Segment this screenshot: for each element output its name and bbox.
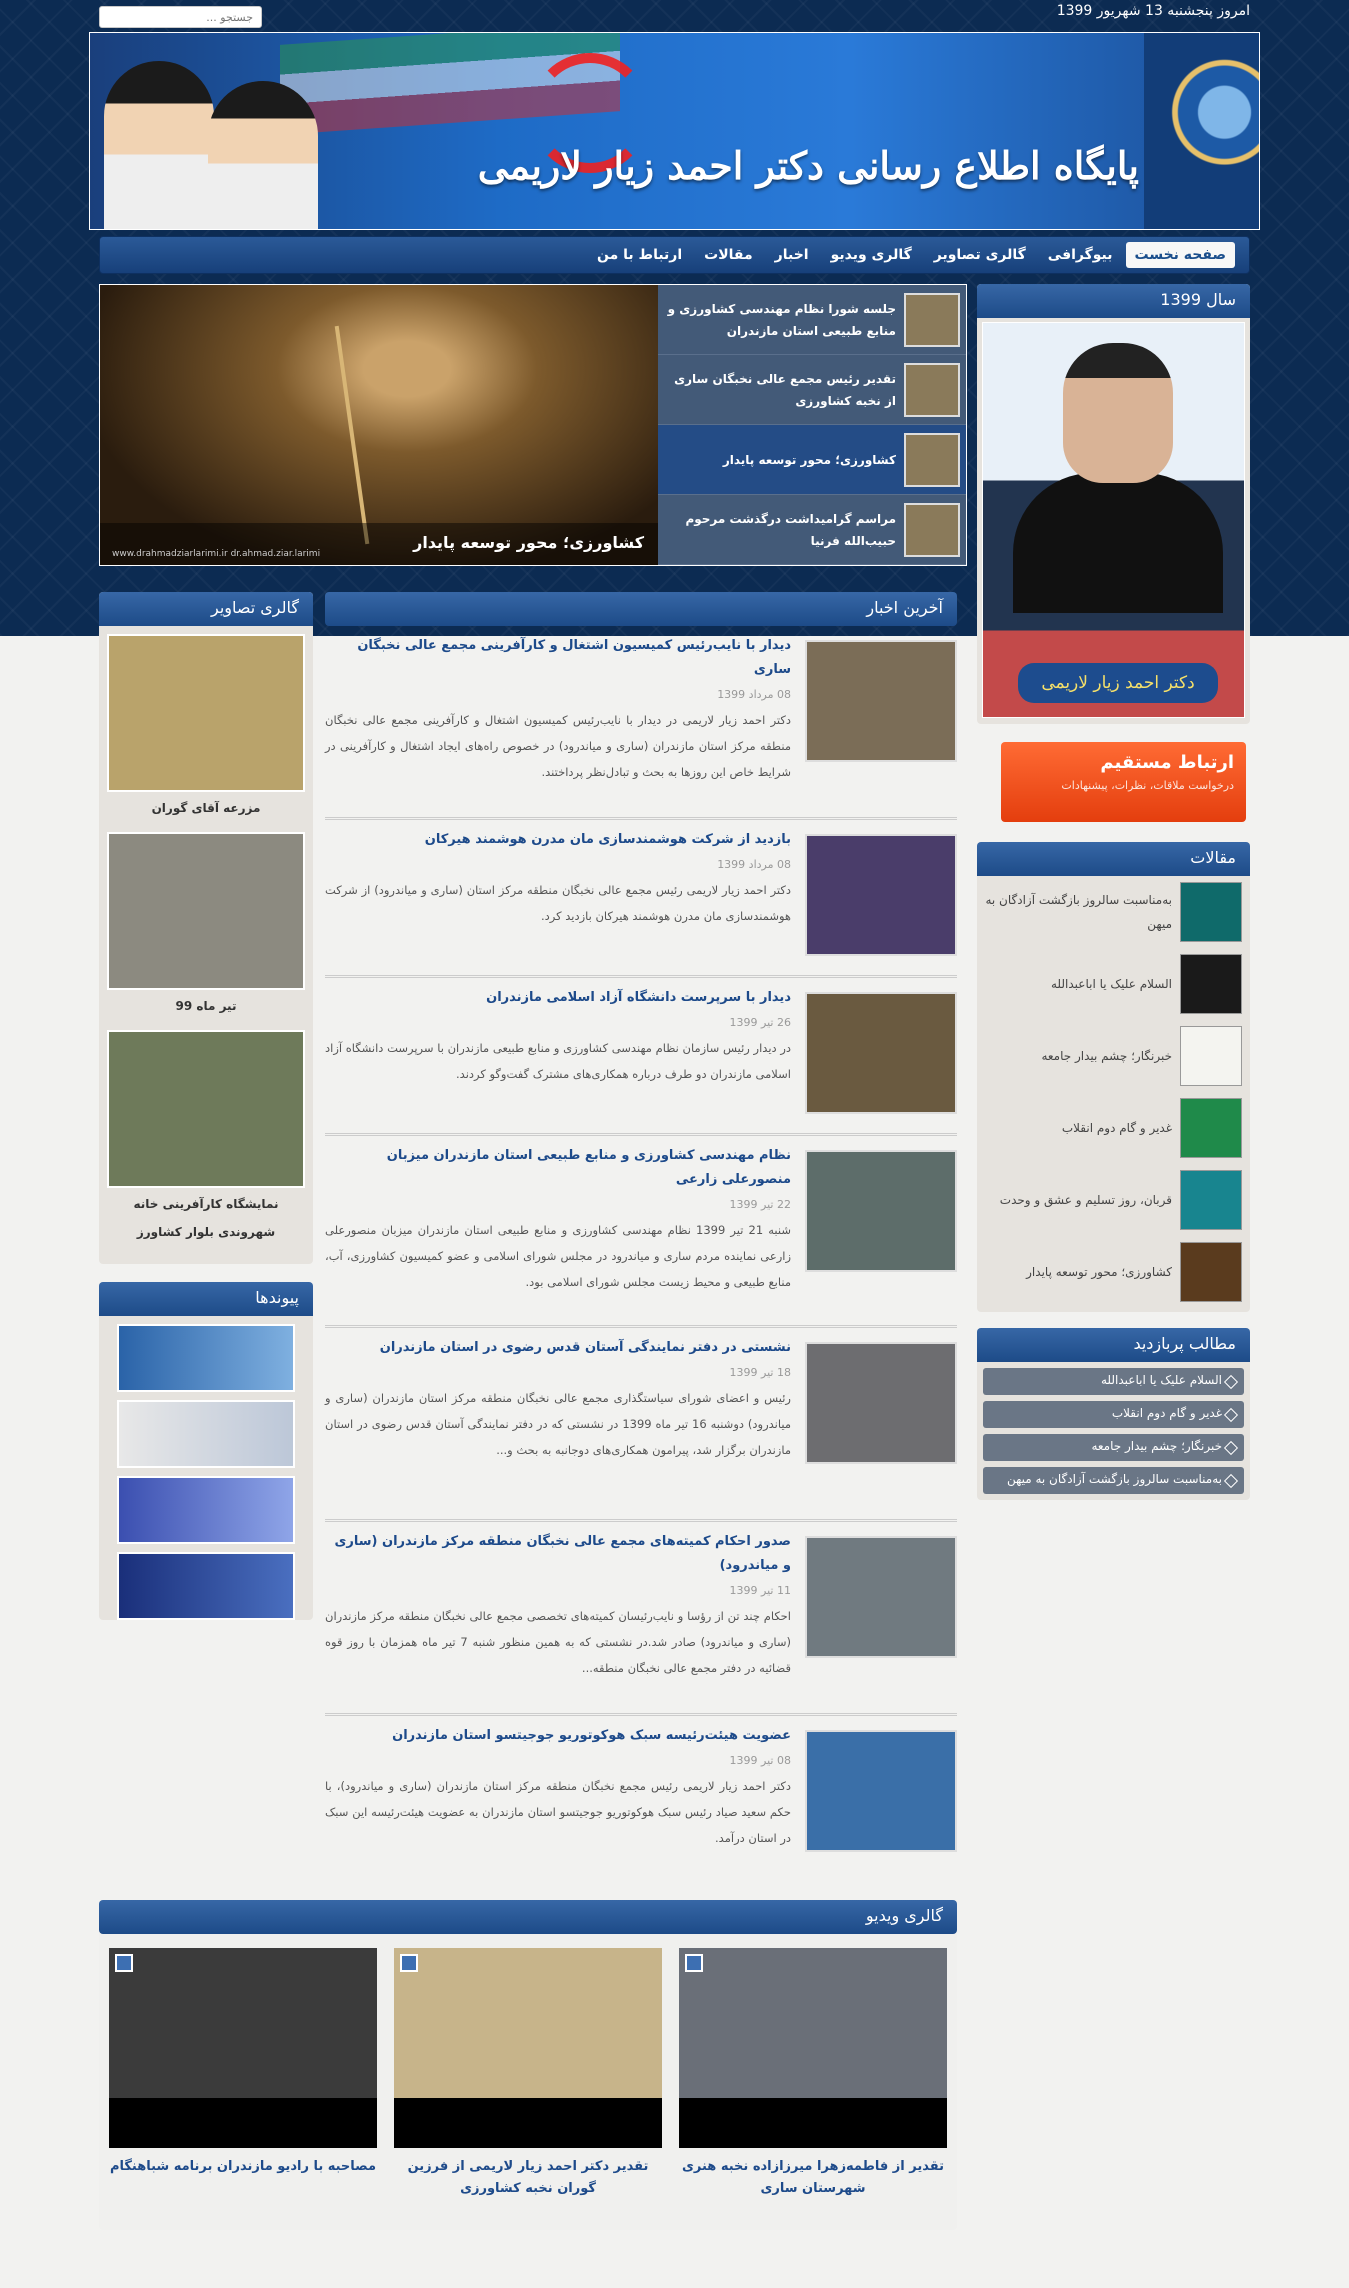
news-item bbox=[325, 1144, 957, 1328]
links-title: پیوندها bbox=[99, 1282, 313, 1316]
nav-photo-gallery[interactable]: گالری تصاویر bbox=[933, 247, 1026, 263]
gallery-item[interactable] bbox=[107, 634, 305, 824]
news-title[interactable]: نشستی در دفتر نمایندگی آستان قدس رضوی در استان مازندران bbox=[379, 1340, 791, 1355]
news-date: 22 تیر 1399 bbox=[729, 1198, 791, 1211]
news-date: 18 تیر 1399 bbox=[729, 1366, 791, 1379]
news-summary: دکتر احمد زیار لاریمی رئیس مجمع نخبگان منطقه مرکز استان مازندران (ساری و میاندرود)، با حکم سعید صیاد رئیس سبک هوکوتوریو جوجیتسو استان مازندران به عضویت هیئت‌رئیسه این سبک در استان درآمد. bbox=[325, 1779, 791, 1845]
search-input[interactable] bbox=[99, 6, 262, 28]
link-banner-province[interactable] bbox=[117, 1476, 295, 1544]
video-item[interactable] bbox=[109, 1948, 377, 2200]
news-summary: دکتر احمد زیار لاریمی در دیدار با نایب‌رئیس کمیسیون اشتغال و کارآفرینی مجمع عالی نخبگان منطقه مرکز استان مازندران (ساری و میاندرود) در خصوص راه‌های ایجاد اشتغال و کارآفرینی در شرایط خاص این روزها به بحث و تبادل‌نظر پرداختند. bbox=[325, 713, 791, 779]
popular-box bbox=[977, 1328, 1250, 1500]
slide-item[interactable] bbox=[658, 495, 966, 565]
direct-contact-subtitle: درخواست ملاقات، نظرات، پیشنهادات bbox=[1061, 779, 1234, 792]
news-item bbox=[325, 1530, 957, 1716]
news-thumb[interactable] bbox=[805, 1536, 957, 1658]
article-item[interactable] bbox=[977, 1164, 1250, 1236]
link-banner-leader-office[interactable] bbox=[117, 1324, 295, 1392]
latest-news-title: آخرین اخبار bbox=[325, 592, 957, 626]
tile-ornament bbox=[1144, 33, 1259, 230]
profile-body bbox=[1013, 473, 1223, 613]
direct-contact-button[interactable] bbox=[1001, 742, 1246, 822]
latest-news bbox=[325, 592, 957, 1882]
nav-articles[interactable]: مقالات bbox=[704, 247, 753, 263]
news-item bbox=[325, 828, 957, 978]
direct-contact-title: ارتباط مستقیم bbox=[1100, 752, 1234, 773]
article-thumb bbox=[1180, 1026, 1242, 1086]
gallery-item[interactable] bbox=[107, 832, 305, 1022]
article-thumb bbox=[1180, 1242, 1242, 1302]
slide-image[interactable] bbox=[100, 285, 658, 565]
slide-item[interactable] bbox=[658, 285, 966, 355]
article-thumb bbox=[1180, 882, 1242, 942]
gallery-item[interactable] bbox=[107, 1030, 305, 1248]
news-title[interactable]: عضویت هیئت‌رئیسه سبک هوکوتوریو جوجیتسو استان مازندران bbox=[392, 1728, 791, 1743]
photo-gallery-box bbox=[99, 592, 313, 1264]
video-title: مصاحبه با رادیو مازندران برنامه شباهنگام bbox=[109, 2159, 377, 2174]
news-thumb[interactable] bbox=[805, 1150, 957, 1272]
video-gallery bbox=[99, 1900, 957, 2230]
news-title[interactable]: دیدار با نایب‌رئیس کمیسیون اشتغال و کارآفرینی مجمع عالی نخبگان ساری bbox=[357, 638, 791, 677]
news-title[interactable]: صدور احکام کمیته‌های مجمع عالی نخبگان منطقه مرکز مازندران (ساری و میاندرود) bbox=[334, 1534, 791, 1573]
profile-image[interactable] bbox=[982, 322, 1245, 718]
nav-contact[interactable]: ارتباط با من bbox=[597, 247, 683, 263]
profile-name: دکتر احمد زیار لاریمی bbox=[1018, 663, 1218, 703]
news-item bbox=[325, 1724, 957, 1910]
articles-box bbox=[977, 842, 1250, 1312]
article-item[interactable] bbox=[977, 876, 1250, 948]
wheat-graphic bbox=[335, 326, 370, 544]
video-title: تقدیر از فاطمه‌زهرا میرزازاده نخبه هنری شهرستان ساری bbox=[682, 2159, 944, 2196]
news-item bbox=[325, 986, 957, 1136]
news-date: 11 تیر 1399 bbox=[729, 1584, 791, 1597]
video-thumb bbox=[679, 1948, 947, 2148]
news-item bbox=[325, 1336, 957, 1522]
year-box bbox=[977, 284, 1250, 724]
gallery-caption: مزرعه آقای گوران bbox=[151, 801, 261, 815]
video-item[interactable] bbox=[679, 1948, 947, 2200]
news-item bbox=[325, 634, 957, 820]
photo-gallery-title: گالری تصاویر bbox=[99, 592, 313, 626]
article-item[interactable] bbox=[977, 948, 1250, 1020]
popular-item[interactable]: غدیر و گام دوم انقلاب bbox=[983, 1401, 1244, 1428]
article-thumb bbox=[1180, 1098, 1242, 1158]
page-wrapper bbox=[89, 0, 1260, 2288]
video-thumb bbox=[394, 1948, 662, 2148]
slide-watermark: www.drahmadziarlarimi.ir dr.ahmad.ziar.larimi bbox=[112, 549, 321, 559]
video-row bbox=[99, 1934, 957, 2200]
popular-item[interactable]: السلام علیک یا اباعبدالله bbox=[983, 1368, 1244, 1395]
popular-item[interactable]: به‌مناسبت سالروز بازگشت آزادگان به میهن bbox=[983, 1467, 1244, 1494]
news-thumb[interactable] bbox=[805, 1342, 957, 1464]
news-summary: رئیس و اعضای شورای سیاستگذاری مجمع عالی نخبگان منطقه مرکز استان مازندران (ساری و میاندرود) دوشنبه 16 تیر ماه 1399 در نشستی که در دفتر نمایندگی آستان قدس رضوی در استان مازندران برگزار شد، پیرامون همکاری‌های دوجانبه به بحث و... bbox=[325, 1391, 791, 1457]
gallery-image bbox=[107, 832, 305, 990]
articles-title: مقالات bbox=[977, 842, 1250, 876]
link-banner-government[interactable] bbox=[117, 1552, 295, 1620]
video-icon bbox=[400, 1954, 418, 1972]
news-thumb[interactable] bbox=[805, 640, 957, 762]
slide-title: کشاورزی؛ محور توسعه پایدار bbox=[722, 452, 896, 467]
news-thumb[interactable] bbox=[805, 992, 957, 1114]
main-nav bbox=[99, 236, 1250, 274]
article-thumb bbox=[1180, 954, 1242, 1014]
slide-title: تقدیر رئیس مجمع عالی نخبگان ساری از نخبه کشاورزی bbox=[674, 371, 896, 408]
profile-face bbox=[1063, 343, 1173, 483]
news-summary: در دیدار رئیس سازمان نظام مهندسی کشاورزی و منابع طبیعی مازندران با سرپرست دانشگاه آزاد اسلامی مازندران دو طرف درباره همکاری‌های مشترک گفت‌وگو کردند. bbox=[325, 1041, 791, 1081]
news-title[interactable]: دیدار با سرپرست دانشگاه آزاد اسلامی مازندران bbox=[486, 990, 791, 1005]
article-title: غدیر و گام دوم انقلاب bbox=[1061, 1121, 1172, 1135]
popular-item[interactable]: خبرنگار؛ چشم بیدار جامعه bbox=[983, 1434, 1244, 1461]
video-icon bbox=[115, 1954, 133, 1972]
news-date: 26 تیر 1399 bbox=[729, 1016, 791, 1029]
news-title[interactable]: نظام مهندسی کشاورزی و منابع طبیعی استان مازندران میزبان منصورعلی زارعی bbox=[386, 1148, 791, 1187]
gallery-image bbox=[107, 1030, 305, 1188]
slide-caption[interactable]: کشاورزی؛ محور توسعه پایدار bbox=[100, 523, 658, 565]
nav-home[interactable]: صفحه نخست bbox=[1126, 242, 1235, 268]
news-title[interactable]: بازدید از شرکت هوشمندسازی مان مدرن هوشمند هیرکان bbox=[424, 832, 791, 847]
news-summary: احکام چند تن از رؤسا و نایب‌رئیسان کمیته‌های تخصصی مجمع عالی نخبگان منطقه مرکز مازندران (ساری و میاندرود) صادر شد.در نشستی که به همین منظور شنبه 7 تیر ماه همزمان با روز قوه قضائیه در دفتر مجمع عالی نخبگان منطقه... bbox=[325, 1609, 791, 1675]
slide-item[interactable] bbox=[658, 355, 966, 425]
article-title: السلام علیک یا اباعبدالله bbox=[1050, 977, 1172, 991]
leaders-portraits bbox=[90, 33, 320, 230]
nav-video-gallery[interactable]: گالری ویدیو bbox=[830, 247, 912, 263]
site-banner bbox=[89, 32, 1260, 230]
article-title: به‌مناسبت سالروز بازگشت آزادگان به میهن bbox=[985, 893, 1172, 931]
news-thumb[interactable] bbox=[805, 834, 957, 956]
slide-thumb bbox=[904, 293, 960, 347]
news-date: 08 مرداد 1399 bbox=[717, 858, 791, 871]
site-title: پایگاه اطلاع رسانی دکتر احمد زیار لاریمی bbox=[477, 143, 1139, 188]
news-summary: دکتر احمد زیار لاریمی رئیس مجمع عالی نخبگان منطقه مرکز استان (ساری و میاندرود) از شرکت هوشمندسازی مان مدرن هوشمند هیرکان بازدید کرد. bbox=[325, 883, 791, 923]
article-title: قربان، روز تسلیم و عشق و وحدت bbox=[999, 1193, 1172, 1207]
news-summary: شنبه 21 تیر 1399 نظام مهندسی کشاورزی و منابع طبیعی استان مازندران میزبان منصورعلی زارعی نماینده مردم ساری و میاندرود در مجلس شورای اسلامی و عضو کمیسیون کشاورزی، آب، منابع طبیعی و محیط زیست مجلس شورای اسلامی بود. bbox=[325, 1223, 792, 1289]
slide-title: مراسم گرامیداشت درگذشت مرحوم حبیب‌الله فرنیا bbox=[685, 511, 896, 548]
portrait-1 bbox=[104, 61, 214, 230]
news-thumb[interactable] bbox=[805, 1730, 957, 1852]
portrait-2 bbox=[208, 81, 318, 230]
link-banner-presidency[interactable] bbox=[117, 1400, 295, 1468]
article-title: کشاورزی؛ محور توسعه پایدار bbox=[1026, 1265, 1172, 1279]
year-box-title: سال 1399 bbox=[977, 284, 1250, 318]
gallery-image bbox=[107, 634, 305, 792]
video-item[interactable] bbox=[394, 1948, 662, 2200]
slide-thumb bbox=[904, 433, 960, 487]
video-thumb bbox=[109, 1948, 377, 2148]
video-icon bbox=[685, 1954, 703, 1972]
article-item[interactable] bbox=[977, 1092, 1250, 1164]
nav-news[interactable]: اخبار bbox=[774, 247, 809, 263]
slide-title: جلسه شورا نظام مهندسی کشاورزی و منابع طبیعی استان مازندران bbox=[667, 301, 896, 338]
news-date: 08 تیر 1399 bbox=[729, 1754, 791, 1767]
slide-item[interactable] bbox=[658, 425, 966, 495]
news-slider bbox=[99, 284, 967, 566]
article-item[interactable] bbox=[977, 1020, 1250, 1092]
gallery-caption: نمایشگاه کارآفرینی خانه شهروندی بلوار کشاورز bbox=[133, 1197, 279, 1239]
video-gallery-title: گالری ویدیو bbox=[99, 1900, 957, 1934]
news-date: 08 مرداد 1399 bbox=[717, 688, 791, 701]
gallery-caption: تیر ماه 99 bbox=[175, 999, 237, 1013]
slide-list bbox=[658, 285, 966, 565]
video-title: تقدیر دکتر احمد زیار لاریمی از فرزین گوران نخبه کشاورزی bbox=[407, 2159, 649, 2196]
current-date: امروز پنجشنبه 13 شهریور 1399 bbox=[1056, 3, 1250, 19]
slide-thumb bbox=[904, 503, 960, 557]
links-box bbox=[99, 1282, 313, 1620]
popular-title: مطالب پربازدید bbox=[977, 1328, 1250, 1362]
article-thumb bbox=[1180, 1170, 1242, 1230]
slide-thumb bbox=[904, 363, 960, 417]
article-item[interactable] bbox=[977, 1236, 1250, 1308]
article-title: خبرنگار؛ چشم بیدار جامعه bbox=[1041, 1049, 1172, 1063]
nav-biography[interactable]: بیوگرافی bbox=[1047, 247, 1113, 263]
